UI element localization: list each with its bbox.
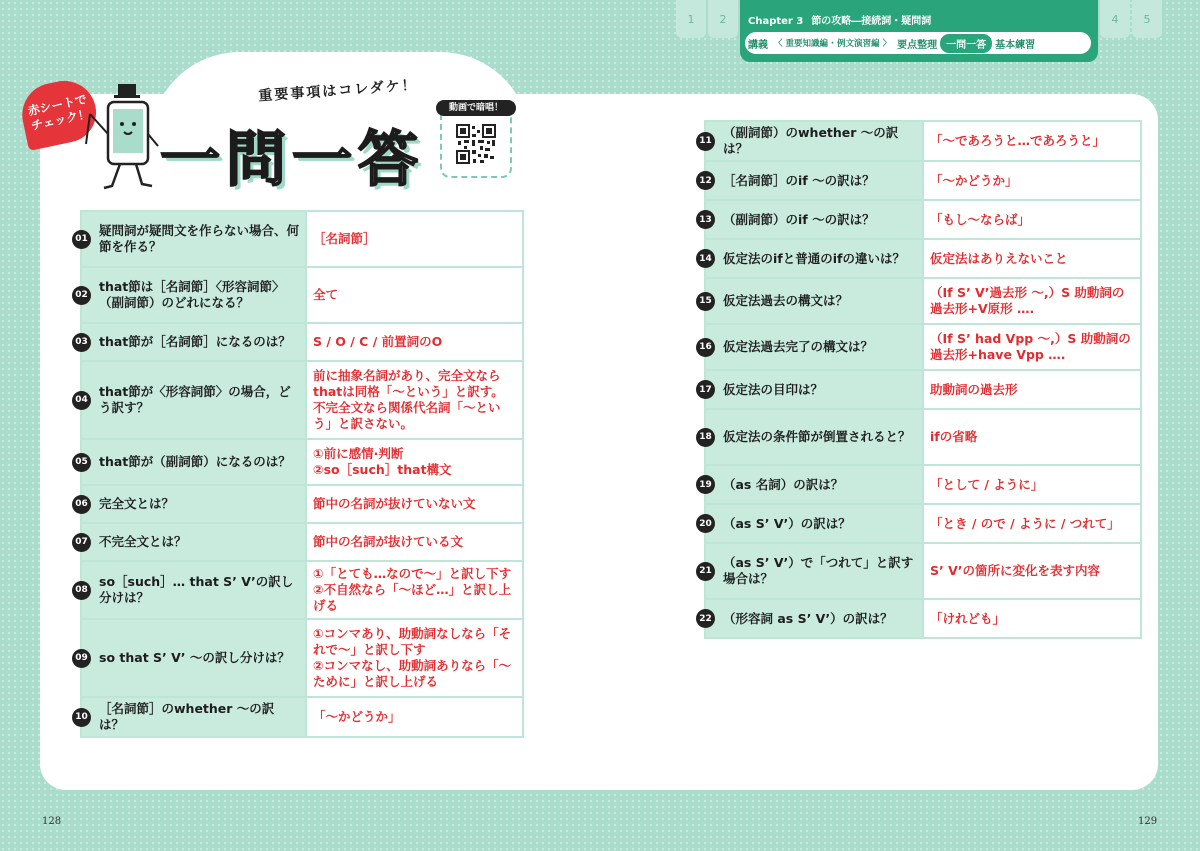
table-row [81, 361, 523, 439]
answer-cell: 節中の名詞が抜けている文 [306, 523, 523, 561]
section-breadcrumb [745, 32, 1091, 54]
question-number: 14 [696, 249, 715, 268]
answer-cell: 「もし〜ならば」 [923, 200, 1141, 239]
question-number: 04 [72, 391, 91, 410]
chapter-heading [748, 12, 931, 27]
question-number: 02 [72, 286, 91, 305]
question-cell [75, 439, 306, 485]
question-cell [75, 267, 306, 323]
question-text: that節は［名詞節］〈形容詞節〉（副詞節）のどれになる？ [99, 279, 285, 310]
question-text: 疑問詞が疑問文を作らない場合、何節を作る？ [99, 223, 300, 254]
question-cell [699, 161, 923, 200]
table-row [81, 323, 523, 361]
page-number-right: 129 [1138, 816, 1158, 827]
table-row [705, 121, 1141, 161]
question-number: 10 [72, 708, 91, 727]
question-text: （as 名詞）の訳は？ [723, 476, 844, 492]
qa-table-left [75, 210, 524, 738]
section-lecture[interactable]: 講義 [748, 39, 768, 51]
table-row [81, 697, 523, 737]
answer-cell: ［名詞節］ [306, 211, 523, 267]
question-number: 08 [72, 581, 91, 600]
question-number: 11 [696, 132, 715, 151]
table-row [81, 211, 523, 267]
question-cell [699, 599, 923, 638]
table-row [705, 504, 1141, 543]
chapter-tab-5[interactable]: 5 [1132, 0, 1162, 38]
question-cell [699, 200, 923, 239]
question-cell [75, 485, 306, 523]
question-number: 21 [696, 562, 715, 581]
answer-cell: 「とき / ので / ように / つれて」 [923, 504, 1141, 543]
page-number-left: 128 [42, 816, 62, 827]
question-cell [699, 278, 923, 324]
question-number: 01 [72, 230, 91, 249]
chapter-tab-2[interactable]: 2 [708, 0, 738, 38]
table-row [81, 439, 523, 485]
question-cell [699, 121, 923, 161]
answer-cell: S / O / C / 前置詞のO [306, 323, 523, 361]
question-text: 仮定法の目印は？ [723, 381, 824, 397]
question-number: 12 [696, 171, 715, 190]
chapter-tab-4[interactable]: 4 [1100, 0, 1130, 38]
table-row [705, 161, 1141, 200]
question-cell [75, 561, 306, 619]
question-cell [75, 697, 306, 737]
answer-cell: 全て [306, 267, 523, 323]
question-number: 18 [696, 428, 715, 447]
question-text: so［such］… that S’ V’の訳し分けは？ [99, 574, 294, 605]
table-row [705, 278, 1141, 324]
answer-cell: ①前に感情·判断 ②so［such］that構文 [306, 439, 523, 485]
question-number: 05 [72, 453, 91, 472]
question-number: 19 [696, 475, 715, 494]
answer-cell: 「けれども」 [923, 599, 1141, 638]
answer-cell: ①コンマあり、助動詞なしなら「それで〜」と訳し下す ②コンマなし、助動詞ありなら「〜ために」と訳し上げる [306, 619, 523, 697]
answer-cell: ①「とても…なので〜」と訳し下す ②不自然なら「〜ほど…」と訳し上げる [306, 561, 523, 619]
question-text: （形容詞 as S’ V’）の訳は？ [723, 610, 893, 626]
question-cell [699, 465, 923, 504]
question-cell [699, 239, 923, 278]
question-number: 13 [696, 210, 715, 229]
section-basic[interactable]: 基本練習 [995, 39, 1036, 51]
page-title: 一問一答 [160, 125, 424, 195]
section-lecture-detail[interactable]: 〈 重要知識編 · 例文演習編 〉 [774, 39, 892, 49]
answer-cell: 「〜かどうか」 [923, 161, 1141, 200]
section-summary[interactable]: 要点整理 [897, 39, 938, 51]
question-number: 22 [696, 609, 715, 628]
answer-cell: 助動詞の過去形 [923, 370, 1141, 409]
table-row [81, 485, 523, 523]
question-cell [699, 409, 923, 465]
question-cell [75, 361, 306, 439]
question-number: 09 [72, 649, 91, 668]
question-cell [699, 543, 923, 599]
question-text: ［名詞節］のif 〜の訳は？ [723, 172, 875, 188]
question-text: that節が（副詞節）になるのは？ [99, 454, 291, 469]
qr-label: 動画で暗唱！ [436, 100, 516, 116]
qa-table-right [699, 120, 1142, 639]
table-row [81, 523, 523, 561]
question-text: （as S’ V’）で「つれて」と訳す場合は？ [723, 555, 914, 586]
question-number: 07 [72, 533, 91, 552]
smartphone-mascot-icon [82, 84, 162, 194]
table-row [81, 267, 523, 323]
question-text: 仮定法のifと普通のifの違いは？ [723, 250, 905, 266]
question-number: 17 [696, 380, 715, 399]
question-cell [699, 370, 923, 409]
answer-cell: ifの省略 [923, 409, 1141, 465]
answer-cell: 「として / ように」 [923, 465, 1141, 504]
question-cell [699, 324, 923, 370]
question-text: 仮定法過去完了の構文は？ [723, 339, 874, 354]
question-text: 仮定法過去の構文は？ [723, 293, 849, 308]
table-row [705, 599, 1141, 638]
question-number: 16 [696, 338, 715, 357]
question-text: ［名詞節］のwhether 〜の訳は？ [99, 701, 275, 732]
chapter-title: 節の攻略―接続詞・疑問詞 [811, 16, 932, 27]
qr-code-icon [456, 124, 496, 164]
question-cell [75, 523, 306, 561]
question-number: 20 [696, 514, 715, 533]
question-text: 完全文とは？ [99, 496, 175, 511]
answer-cell: 節中の名詞が抜けていない文 [306, 485, 523, 523]
answer-cell: 「〜かどうか」 [306, 697, 523, 737]
chapter-tab-1[interactable]: 1 [676, 0, 706, 38]
question-text: 不完全文とは？ [99, 534, 187, 549]
question-number: 15 [696, 292, 715, 311]
question-text: that節が〈形容詞節〉の場合，どう訳す？ [99, 384, 291, 415]
table-row [705, 543, 1141, 599]
question-text: （副詞節）のif 〜の訳は？ [723, 211, 875, 227]
table-row [705, 200, 1141, 239]
question-cell [75, 323, 306, 361]
question-cell [699, 504, 923, 543]
answer-cell: 「〜であろうと…であろうと」 [923, 121, 1141, 161]
answer-cell: （If S’ had Vpp 〜,）S 助動詞の過去形+have Vpp …. [923, 324, 1141, 370]
red-sheet-badge: 赤シートでチェック！ [16, 75, 101, 151]
table-row [705, 409, 1141, 465]
chapter-tab-3-active[interactable] [740, 0, 1098, 62]
question-text: 仮定法の条件節が倒置されると？ [723, 429, 911, 444]
table-row [705, 239, 1141, 278]
answer-cell: S’ V’の箇所に変化を表す内容 [923, 543, 1141, 599]
table-row [81, 561, 523, 619]
table-row [705, 324, 1141, 370]
answer-cell: （If S’ V’過去形 〜,）S 助動詞の過去形+V原形 …. [923, 278, 1141, 324]
answer-cell: 前に抽象名詞があり、完全文ならthatは同格「〜という」と訳す。不完全文なら関係代名詞「〜という」と訳さない。 [306, 361, 523, 439]
table-row [705, 370, 1141, 409]
answer-cell: 仮定法はありえないこと [923, 239, 1141, 278]
question-number: 06 [72, 495, 91, 514]
section-current[interactable]: 一問一答 [940, 34, 992, 53]
question-text: （副詞節）のwhether 〜の訳は？ [723, 125, 899, 156]
question-text: （as S’ V’）の訳は？ [723, 515, 851, 531]
table-row [81, 619, 523, 697]
chapter-number: Chapter 3 [748, 16, 804, 27]
question-text: so that S’ V’ 〜の訳し分けは？ [99, 650, 290, 665]
question-cell [75, 211, 306, 267]
qr-code-box[interactable] [440, 104, 512, 178]
question-text: that節が［名詞節］になるのは？ [99, 334, 291, 349]
question-number: 03 [72, 333, 91, 352]
question-cell [75, 619, 306, 697]
header-subtitle: 重要事項はコレダケ！ [257, 77, 419, 105]
table-row [705, 465, 1141, 504]
